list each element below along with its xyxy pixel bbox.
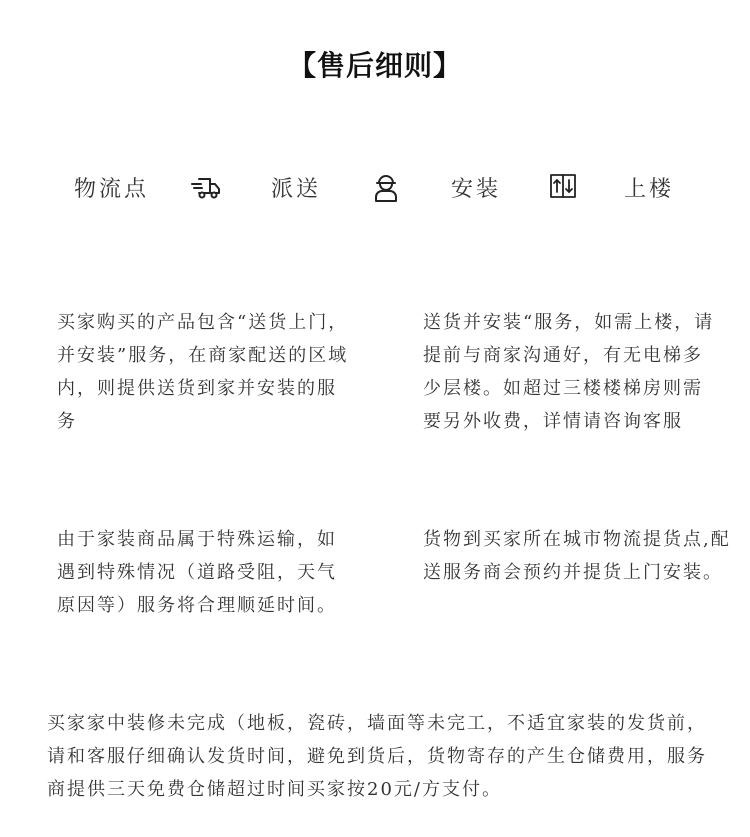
delivery-install-note: 买家购买的产品包含“送货上门，并安装”服务，在商家配送的区域内，则提供送货到家并安装的服务 [57, 312, 349, 432]
storage-fee-note: 买家家中装修未完成（地板，瓷砖，墙面等未完工，不适宜家装的发货前，请和客服仔细确认发货时间，避免到货后，货物寄存的产生仓储费用，服务商提供三天免费仓储超过时间买家按20元/方支付。 [47, 713, 707, 800]
courier-person-icon [369, 170, 403, 204]
step-logistics-point: 物流点 [74, 177, 150, 202]
service-steps [0, 168, 750, 208]
step-upstairs: 上楼 [624, 177, 675, 202]
stairs-fee-note: 送货并安装“服务，如需上楼，请提前与商家沟通好，有无电梯多少层楼。如超过三楼楼梯房则需要另外收费，详情请咨询客服 [423, 312, 715, 432]
step-install: 安装 [451, 177, 502, 202]
delivery-truck-icon [189, 170, 223, 204]
pickup-note: 货物到买家所在城市物流提货点,配送服务商会预约并提货上门安装。 [423, 529, 731, 583]
page-title: 【售后细则】 [287, 49, 462, 82]
install-arrows-icon [546, 170, 580, 204]
step-dispatch: 派送 [271, 177, 322, 202]
delay-note: 由于家装商品属于特殊运输，如遇到特殊情况（道路受阻，天气原因等）服务将合理顺延时间。 [57, 529, 337, 616]
